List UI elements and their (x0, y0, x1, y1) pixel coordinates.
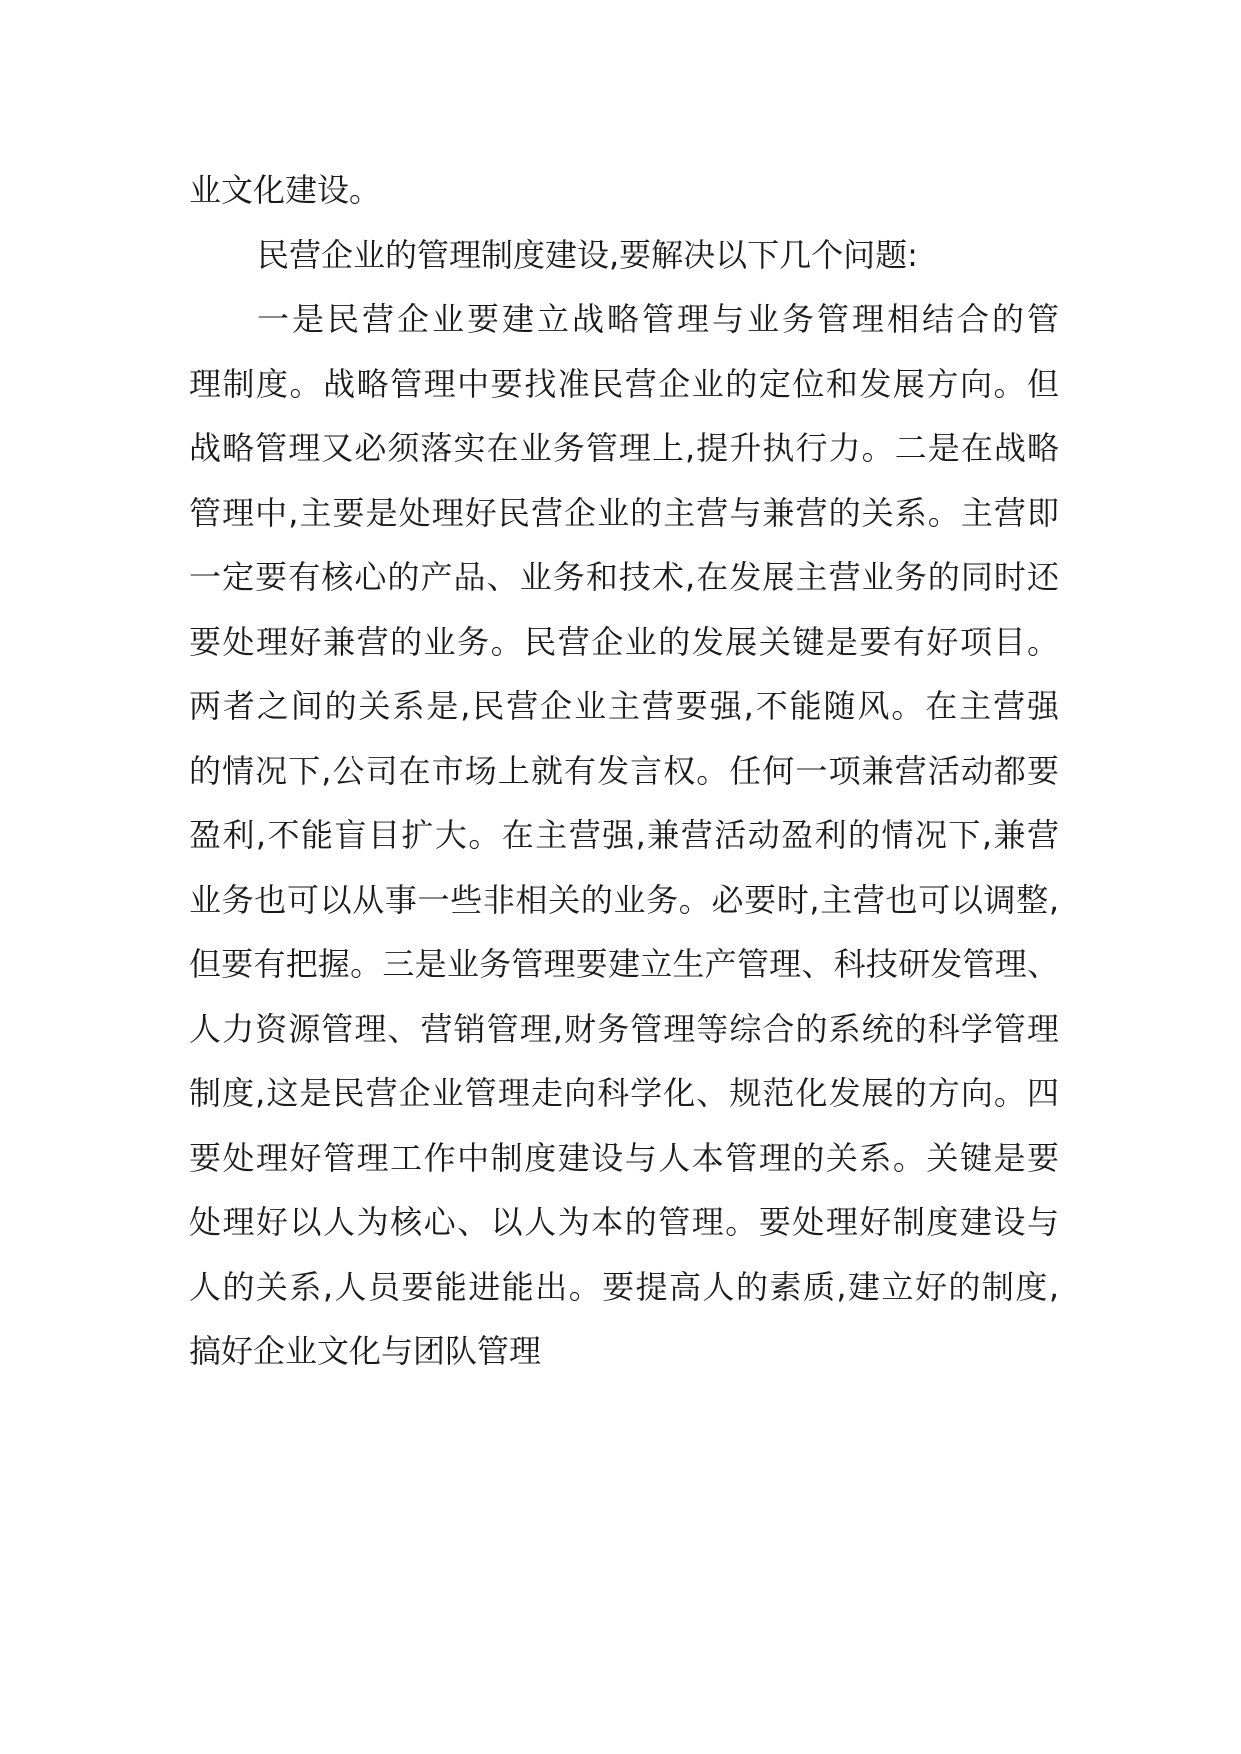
text-line: 一定要有核心的产品、业务和技术,在发展主营业务的同时还 (189, 558, 1059, 596)
paragraph-first-line: 一是民营企业要建立战略管理与业务管理相结合的管 (257, 300, 1059, 338)
text-line: 战略管理又必须落实在业务管理上,提升执行力。二是在战略 (189, 429, 1059, 467)
text-line: 业务也可以从事一些非相关的业务。必要时,主营也可以调整, (189, 880, 1059, 919)
text-line: 管理中,主要是处理好民营企业的主营与兼营的关系。主营即 (189, 493, 1059, 532)
text-line: 盈利,不能盲目扩大。在主营强,兼营活动盈利的情况下,兼营 (189, 816, 1059, 854)
text-line: 两者之间的关系是,民营企业主营要强,不能随风。在主营强 (189, 687, 1059, 725)
paragraph-first-line: 民营企业的管理制度建设,要解决以下几个问题: (257, 235, 918, 274)
text-line: 理制度。战略管理中要找准民营企业的定位和发展方向。但 (189, 364, 1059, 403)
text-line: 人力资源管理、营销管理,财务管理等综合的系统的科学管理 (189, 1009, 1059, 1048)
text-line: 人的关系,人员要能进能出。要提高人的素质,建立好的制度, (189, 1267, 1059, 1306)
text-line: 处理好以人为核心、以人为本的管理。要处理好制度建设与 (189, 1203, 1059, 1241)
text-line: 要处理好兼营的业务。民营企业的发展关键是要有好项目。 (189, 622, 1059, 661)
body-text (189, 158, 1059, 1384)
text-line: 要处理好管理工作中制度建设与人本管理的关系。关键是要 (189, 1138, 1059, 1177)
text-line: 制度,这是民营企业管理走向科学化、规范化发展的方向。四 (189, 1074, 1059, 1112)
text-line: 业文化建设。 (189, 171, 382, 209)
text-line: 但要有把握。三是业务管理要建立生产管理、科技研发管理、 (189, 945, 1059, 983)
text-line: 的情况下,公司在市场上就有发言权。任何一项兼营活动都要 (189, 751, 1059, 790)
text-line: 搞好企业文化与团队管理 (189, 1332, 542, 1370)
